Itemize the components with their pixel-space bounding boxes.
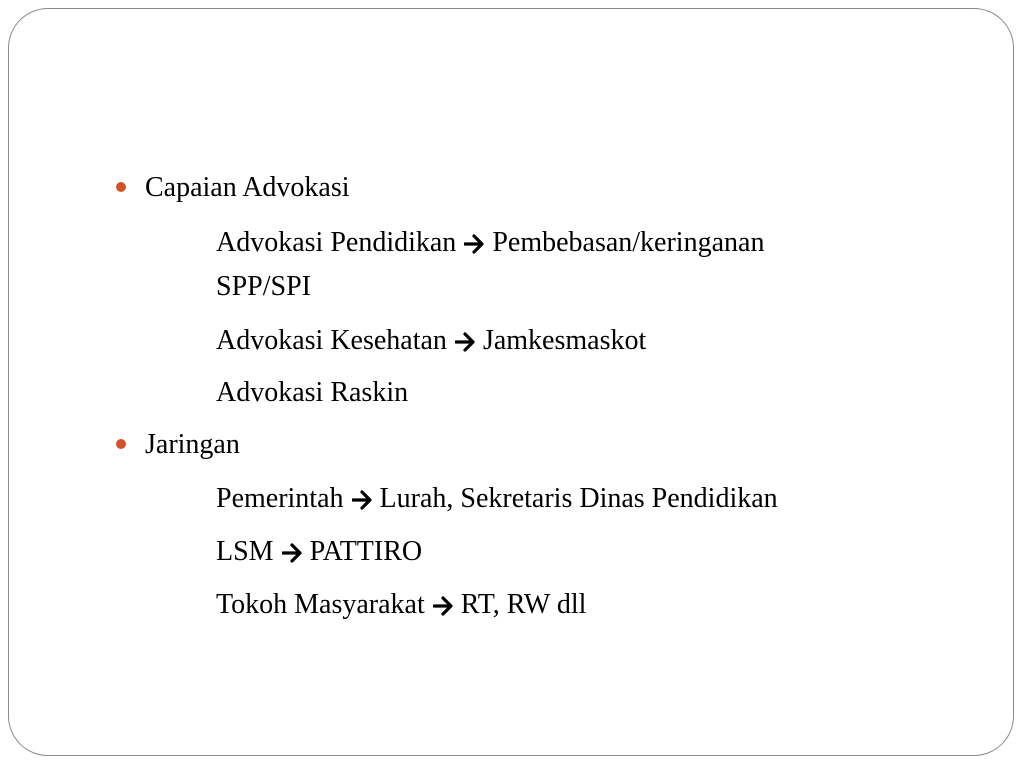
bullet-dot-icon <box>116 182 126 192</box>
item-left-text: Pemerintah <box>216 483 344 514</box>
item-right-text: Jamkesmaskot <box>482 325 647 356</box>
item-right-text: PATTIRO <box>309 536 423 567</box>
list-item-advokasi-pendidikan <box>216 227 764 259</box>
right-arrow-icon <box>455 332 477 352</box>
list-item-lsm <box>216 536 422 568</box>
item-left-text: Advokasi Kesehatan <box>216 325 447 356</box>
list-item-advokasi-kesehatan <box>216 325 646 357</box>
right-arrow-icon <box>282 543 304 563</box>
item-left-text: Advokasi Pendidikan <box>216 227 457 258</box>
list-item-advokasi-raskin: Advokasi Raskin <box>216 377 409 408</box>
bullet-dot-icon <box>116 439 126 449</box>
item-right-text: Lurah, Sekretaris Dinas Pendidikan <box>379 483 778 514</box>
bullet-heading-jaringan: Jaringan <box>145 429 240 460</box>
item-left-text: LSM <box>216 536 274 567</box>
item-right-text: RT, RW dll <box>460 589 587 620</box>
list-item-pemerintah <box>216 483 778 515</box>
right-arrow-icon <box>352 490 374 510</box>
item-left-text: Tokoh Masyarakat <box>216 589 425 620</box>
right-arrow-icon <box>433 596 455 616</box>
bullet-heading-capaian: Capaian Advokasi <box>145 172 350 203</box>
list-item-continuation: SPP/SPI <box>216 271 311 302</box>
right-arrow-icon <box>464 234 486 254</box>
item-right-text: Pembebasan/keringanan <box>492 227 765 258</box>
list-item-tokoh-masyarakat <box>216 589 586 621</box>
